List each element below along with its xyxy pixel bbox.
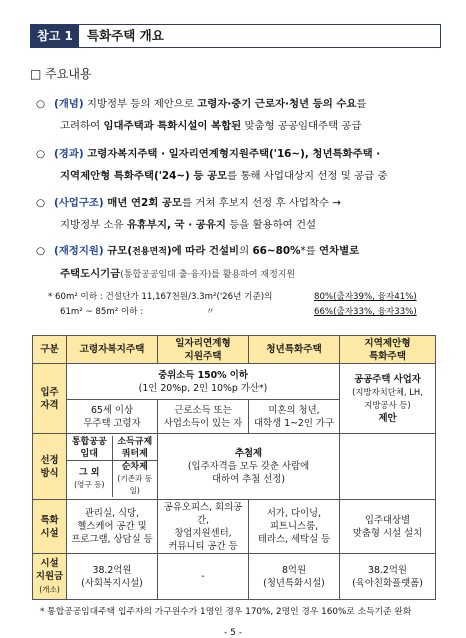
bullet-structure: ○ (사업구조) 매년 연2회 공모를 거쳐 후보지 선정 후 사업착수 → 지방정부 소유 유휴부지, 국 · 공유지 등을 활용하여 건설: [36, 192, 440, 236]
circle-bullet-icon: ○: [36, 197, 46, 209]
youth-subsidy: 8억원 (청년특화시설): [249, 554, 340, 600]
bullet-financial: ○ (재정지원) 규모(전용면적)에 따라 건설비의 66~80%*를 연차별로 주택도시기금(통합공공임대 출·융자)를 활용하여 재정지원: [36, 240, 440, 286]
circle-bullet-icon: ○: [36, 245, 46, 257]
page-number: - 5 -: [224, 628, 242, 638]
row-label-eligibility: 입주 자격: [33, 364, 67, 434]
regional-subsidy: 38.2억원 (육아친화플랫폼): [340, 554, 436, 600]
row-label-subsidy: 시설 지원금 (개소): [33, 554, 67, 600]
grid-sequential: 순차제 (기존과 동일): [112, 461, 157, 498]
section-title: 특화주택 개요: [87, 28, 164, 43]
selection-grid-cell: [67, 434, 158, 500]
table-row: [33, 500, 436, 554]
circle-bullet-icon: ○: [36, 98, 46, 110]
grid-quota: 소득규제 쿼터제: [112, 436, 157, 461]
header-category: 구분: [33, 336, 67, 364]
housing-type-table: [32, 335, 436, 600]
footnote-row-1: * 60m² 이하 : 건설단가 11,167천원/3.3m²('26년 기준)의 80%(출자39%, 융자41%): [48, 292, 417, 302]
job-subsidy: -: [158, 554, 249, 600]
grid-integrated: 통합공공 임대: [67, 436, 112, 461]
footnote-row-2: 61m² ~ 85m² 이하 : 〃 66%(출자33%, 융자33%): [60, 307, 417, 317]
lottery-cell: 추첨제 (입주자격을 모두 갖춘 사람에 대하여 추첨 선정): [158, 434, 340, 500]
circle-bullet-icon: ○: [36, 148, 46, 160]
elderly-facilities: 관리실, 식당, 헬스케어 공간 및 프로그램, 상담실 등: [67, 500, 158, 554]
table-row: [33, 554, 436, 600]
regional-facilities: 입주대상별 맞춤형 시설 설치: [340, 500, 436, 554]
main-content-heading: □ 주요내용: [30, 67, 92, 81]
grid-other: 그 외 (영구 등): [67, 461, 112, 498]
table-footnote: * 통합공공임대주택 입주자의 가구원수가 1명인 경우 170%, 2명인 경우 160%로 소득기준 완화: [40, 607, 412, 617]
job-facilities: 공유오피스, 회의공간, 창업지원센터, 커뮤니티 공간 등: [158, 500, 249, 554]
bullet-history: ○ (경과) 고령자복지주택 · 일자리연계형지원주택('16~), 청년특화주택 · 지역제안형 특화주택('24~) 등 공모를 통해 사업대상지 선정 및 공급 중: [36, 143, 440, 187]
row-label-facilities: 특화 시설: [33, 500, 67, 554]
regional-proposer-cell: 공공주택 사업자 (지방자치단체, LH, 지방공사 등) 제안: [340, 364, 436, 434]
youth-facilities: 서가, 다이닝, 피트니스룸, 테라스, 세탁실 등: [249, 500, 340, 554]
header-job: 일자리연계형 지원주택: [158, 336, 249, 364]
header-regional: 지역제안형 특화주택: [340, 336, 436, 364]
selection-grid: [67, 436, 157, 497]
table-row: [33, 364, 436, 400]
regional-selection-empty: [340, 434, 436, 500]
income-criteria-cell: 중위소득 150% 이하 (1인 20%p, 2인 10%p 가산*): [67, 364, 340, 400]
elderly-eligibility: 65세 이상 무주택 고령자: [67, 400, 158, 434]
header-elderly: 고령자복지주택: [67, 336, 158, 364]
youth-eligibility: 미혼의 청년, 대학생 1~2인 가구: [249, 400, 340, 434]
table-row: [33, 434, 436, 500]
table-header-row: [33, 336, 436, 364]
bullet-concept: ○ (개념) 지방정부 등의 제안으로 고령자·중기 근로자·청년 등의 수요를 고려하여 임대주택과 특화시설이 복합된 맞춤형 공공임대주택 공급: [36, 93, 440, 137]
elderly-subsidy: 38.2억원 (사회복지시설): [67, 554, 158, 600]
row-label-selection: 선정 방식: [33, 434, 67, 500]
header-youth: 청년특화주택: [249, 336, 340, 364]
section-header: [30, 24, 441, 48]
job-eligibility: 근로소득 또는 사업소득이 있는 자: [158, 400, 249, 434]
section-tag: 참고 1: [31, 25, 79, 47]
